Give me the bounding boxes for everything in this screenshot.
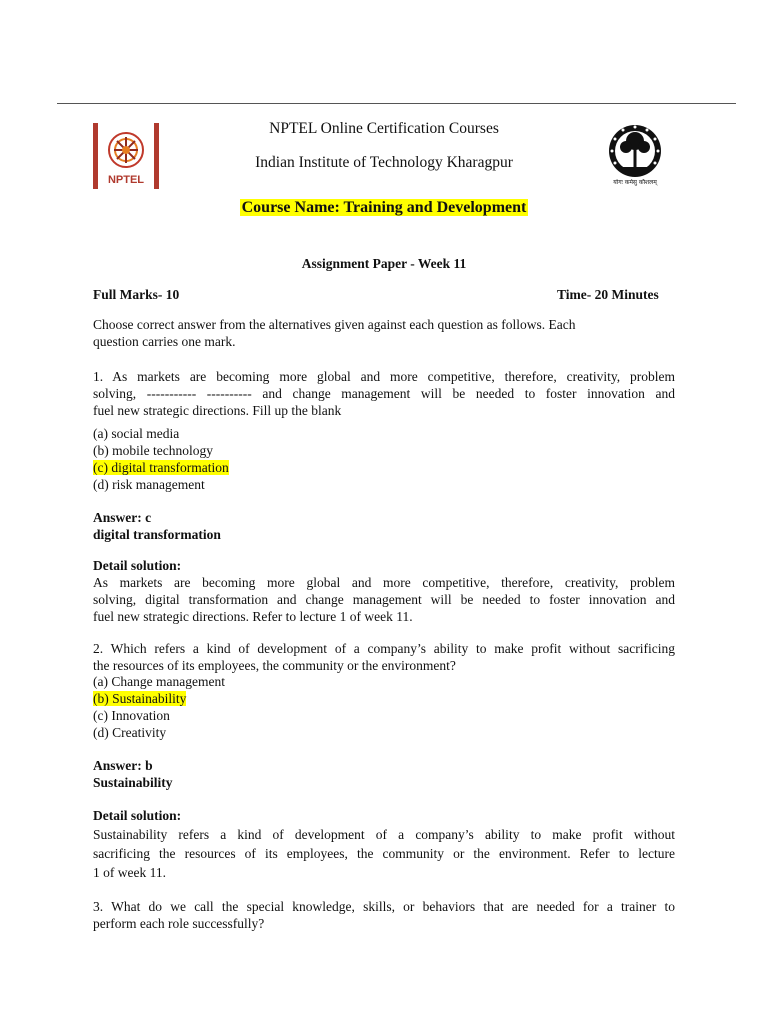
instructions xyxy=(93,316,675,350)
iit-kgp-motto: योगः कर्मसु कौशलम् xyxy=(613,179,657,186)
nptel-logo-text: NPTEL xyxy=(107,174,145,186)
question-1 xyxy=(93,368,675,419)
header-line-2: Indian Institute of Technology Kharagpur xyxy=(255,154,513,171)
answer-text: Sustainability xyxy=(93,775,173,790)
answer-text: digital transformation xyxy=(93,527,221,542)
question-1-detail xyxy=(93,574,675,625)
option-b-correct: (b) Sustainability xyxy=(93,691,187,706)
detail-line: Sustainability refers a kind of development of a company’s ability to make profit without xyxy=(93,827,675,842)
detail-solution-label: Detail solution: xyxy=(93,808,182,823)
question-2-detail xyxy=(93,825,675,882)
option-c-correct: (c) digital transformation xyxy=(93,460,229,475)
option-c: (c) Innovation xyxy=(93,708,170,723)
instructions-line: Choose correct answer from the alternatives given against each question as follows. Each xyxy=(93,317,576,332)
course-name xyxy=(0,199,768,217)
instructions-line: question carries one mark. xyxy=(93,334,236,349)
question-1-line: fuel new strategic directions. Fill up the blank xyxy=(93,403,342,418)
question-3-line: perform each role successfully? xyxy=(93,916,265,931)
detail-line: 1 of week 11. xyxy=(93,865,166,880)
top-rule xyxy=(57,103,736,104)
question-3 xyxy=(93,898,675,932)
answer-label: Answer: b xyxy=(93,758,153,773)
answer-label: Answer: c xyxy=(93,510,152,525)
question-2-options xyxy=(93,673,675,741)
question-2-answer xyxy=(93,757,675,791)
detail-line: solving, digital transformation and change management will be needed to foster innovation and xyxy=(93,592,675,607)
detail-line: As markets are becoming more global and more competitive, therefore, creativity, problem xyxy=(93,575,675,590)
question-2 xyxy=(93,640,675,674)
question-1-answer xyxy=(93,509,675,543)
time-limit: Time- 20 Minutes xyxy=(557,287,659,302)
question-2-line: the resources of its employees, the community or the environment? xyxy=(93,658,456,673)
detail-line: sacrificing the resources of its employees, the community or the environment. Refer to lecture xyxy=(93,846,675,861)
course-name-text: Course Name: Training and Development xyxy=(241,199,527,216)
assignment-title: Assignment Paper - Week 11 xyxy=(301,256,467,271)
question-1-line: solving, ----------- ---------- and change management will be needed to foster innovation and xyxy=(93,386,675,401)
option-b: (b) mobile technology xyxy=(93,443,213,458)
detail-solution-label: Detail solution: xyxy=(93,558,182,573)
question-2-line: 2. Which refers a kind of development of a company’s ability to make profit without sacrificing xyxy=(93,641,675,656)
question-1-line: 1. As markets are becoming more global and more competitive, therefore, creativity, problem xyxy=(93,369,675,384)
question-1-options xyxy=(93,425,675,493)
question-3-line: 3. What do we call the special knowledge, skills, or behaviors that are needed for a trainer to xyxy=(93,899,675,914)
full-marks: Full Marks- 10 xyxy=(93,287,180,302)
detail-line: fuel new strategic directions. Refer to lecture 1 of week 11. xyxy=(93,609,413,624)
option-a: (a) social media xyxy=(93,426,180,441)
option-d: (d) Creativity xyxy=(93,725,167,740)
option-a: (a) Change management xyxy=(93,674,225,689)
header-line-1: NPTEL Online Certification Courses xyxy=(269,120,499,137)
option-d: (d) risk management xyxy=(93,477,205,492)
